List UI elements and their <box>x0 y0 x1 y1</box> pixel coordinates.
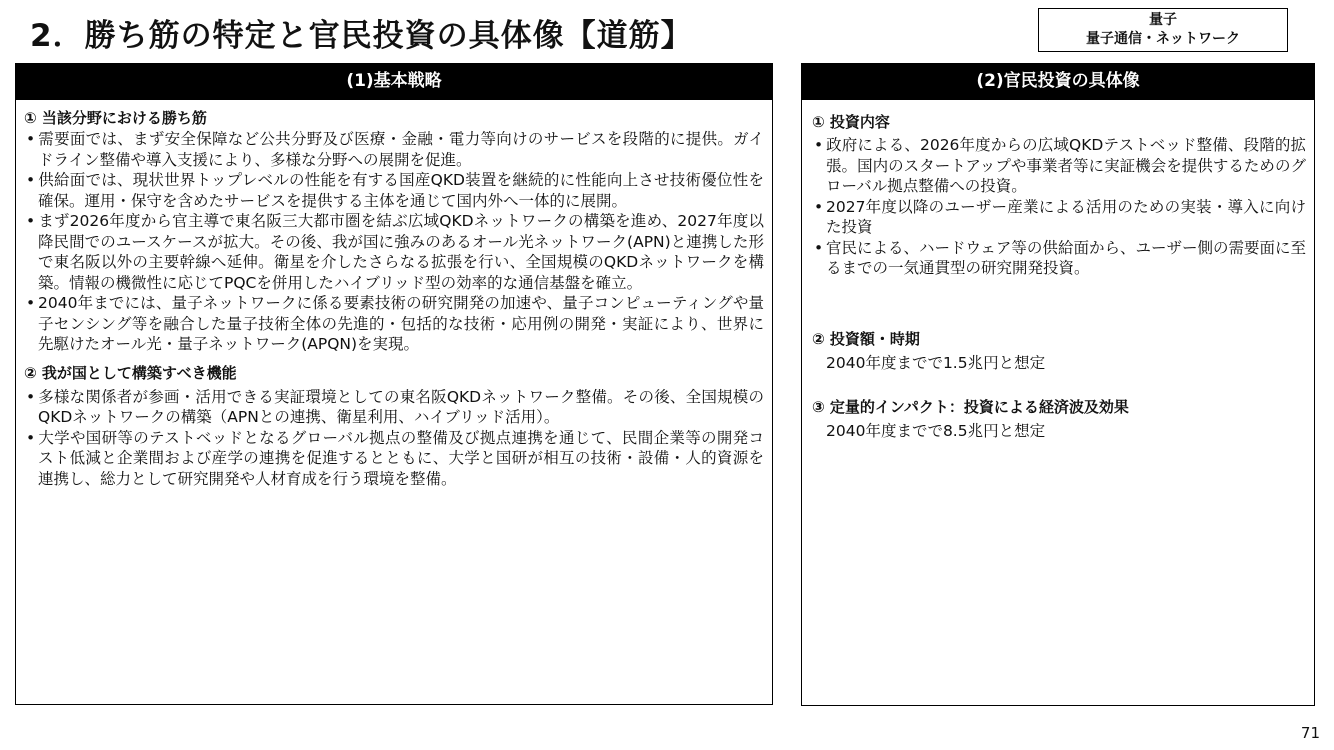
economic-impact-value: 2040年度までで8.5兆円と想定 <box>826 421 1046 440</box>
list-item: • 大学や国研等のテストベッドとなるグローバル拠点の整備及び拠点連携を通じて、民間企業等の開発コスト低減と企業間および産学の連携を促進するとともに、大学と国研が相互の技術・設備・人的資源を連携し、総力として研究開発や人材育成を行う環境を整備。 <box>24 428 764 490</box>
investment-amount-heading: ② 投資額・時期 <box>812 329 920 348</box>
list-item: • 供給面では、現状世界トップレベルの性能を有する国産QKD装置を継続的に性能向上させ技術優位性を確保。運用・保守を含めたサービスを提供する主体を通じて国内外へ一体的に展開。 <box>24 170 764 211</box>
list-item: • 官民による、ハードウェア等の供給面から、ユーザー側の需要面に至るまでの一気通貫型の研究開発投資。 <box>812 238 1306 279</box>
list-item: • 需要面では、まず安全保障など公共分野及び医療・金融・電力等向けのサービスを段階的に提供。ガイドライン整備や導入支援により、多様な分野への展開を促進。 <box>24 129 764 170</box>
winning-path-heading: ① 当該分野における勝ち筋 <box>24 109 207 127</box>
list-item: • 政府による、2026年度からの広域QKDテストベッド整備、段階的拡張。国内のスタートアップや事業者等に実証機会を提供するためのグローバル拠点整備への投資。 <box>812 135 1306 197</box>
investment-header: (2)官民投資の具体像 <box>801 63 1315 99</box>
category-tag <box>1038 8 1288 52</box>
list-item: • 多様な関係者が参画・活用できる実証環境としての東名阪QKDネットワーク整備。その後、全国規模のQKDネットワークの構築（APNとの連携、衛星利用、ハイブリッド活用）。 <box>24 387 764 428</box>
functions-list <box>24 387 764 490</box>
investment-panel <box>801 63 1315 706</box>
page-number: 71 <box>1300 724 1320 742</box>
investment-content-heading: ① 投資内容 <box>812 113 890 131</box>
list-item: • 2040年までには、量子ネットワークに係る要素技術の研究開発の加速や、量子コンピューティングや量子センシング等を融合した量子技術全体の先進的・包括的な技術・応用例の開発・実証により、世界に先駆けたオール光・量子ネットワーク(APQN)を実現。 <box>24 293 764 355</box>
category-tag-line2: 量子通信・ネットワーク <box>1086 31 1240 47</box>
investment-amount-value: 2040年度までで1.5兆円と想定 <box>826 353 1046 372</box>
list-item: • まず2026年度から官主導で東名阪三大都市圏を結ぶ広域QKDネットワークの構築を進め、2027年度以降民間でのユースケースが拡大。その後、我が国に強みのあるオール光ネットワーク(APN)と連携した形で東名阪以外の主要幹線へ延伸。衛星を介したさらなる拡張を行い、全国規模のQKDネットワークを構築。情報の機微性に応じてPQCを併用したハイブリッド型の効率的な通信基盤を確立。 <box>24 211 764 293</box>
basic-strategy-panel <box>15 63 773 705</box>
economic-impact-heading: ③ 定量的インパクト：投資による経済波及効果 <box>812 397 1129 416</box>
page-title: 2．勝ち筋の特定と官民投資の具体像【道筋】 <box>30 18 693 54</box>
basic-strategy-header: (1)基本戦略 <box>15 63 773 99</box>
investment-content-list <box>812 135 1306 279</box>
category-tag-line1: 量子 <box>1149 12 1177 28</box>
investment-body <box>801 99 1315 706</box>
basic-strategy-body <box>15 99 773 705</box>
winning-path-list <box>24 129 764 355</box>
list-item: • 2027年度以降のユーザー産業による活用のための実装・導入に向けた投資 <box>812 197 1306 238</box>
functions-heading: ② 我が国として構築すべき機能 <box>24 363 237 382</box>
